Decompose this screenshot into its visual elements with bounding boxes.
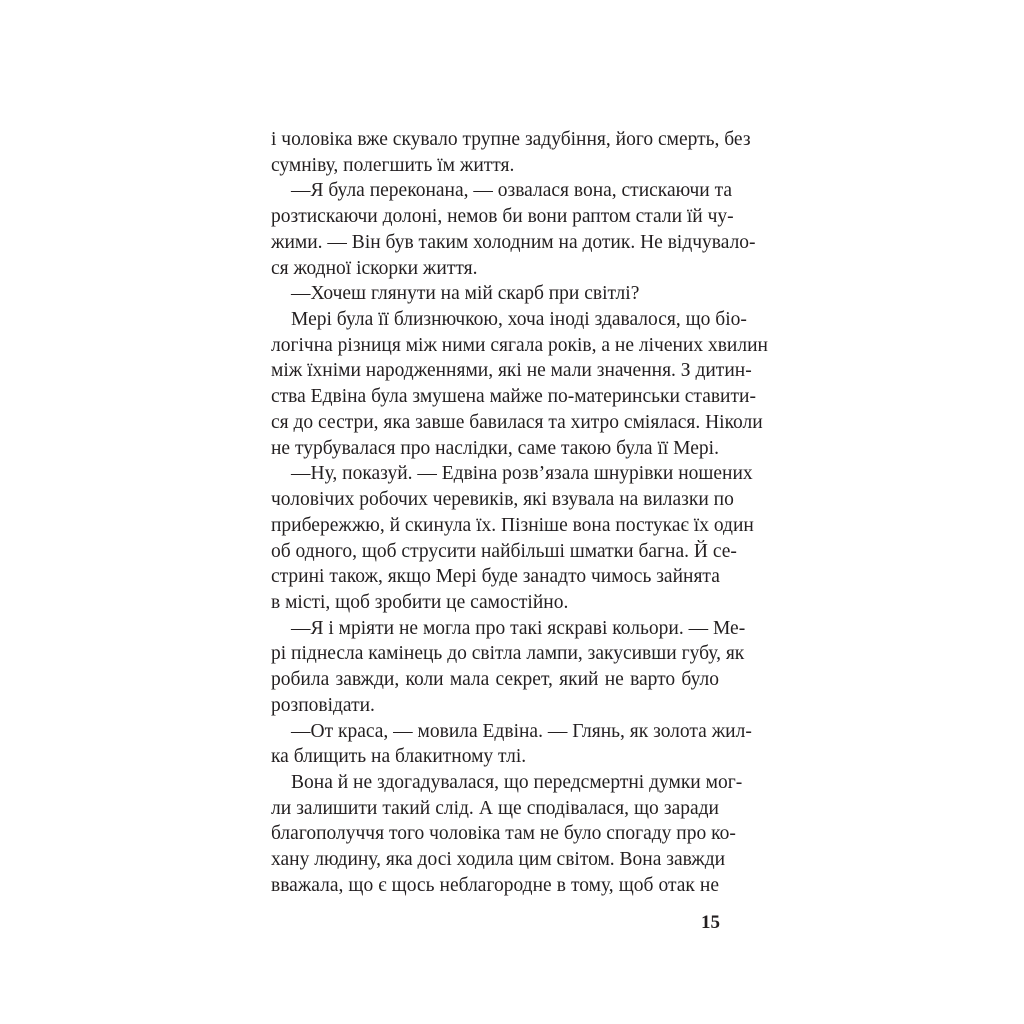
text-line: об одного, щоб струсити найбільші шматки багна. Й се- xyxy=(271,540,737,562)
text-line: —Я була переконана, — озвалася вона, стискаючи та xyxy=(291,180,732,202)
text-line: —Я і мріяти не могла про такі яскраві кольори. — Ме- xyxy=(291,617,746,639)
text-line: розповідати. xyxy=(271,694,375,716)
text-line: ся жодної іскорки життя. xyxy=(271,257,478,279)
text-line: розтискаючи долоні, немов би вони раптом стали їй чу- xyxy=(271,206,734,228)
text-line: не турбувалася про наслідки, саме такою була її Мері. xyxy=(271,437,719,459)
text-line: ся до сестри, яка завше бавилася та хитро сміялася. Ніколи xyxy=(271,411,763,433)
text-line: ли залишити такий слід. А ще сподівалася, що заради xyxy=(271,797,719,819)
body-text xyxy=(271,127,768,899)
text-line: логічна різниця між ними сягала років, а не лічених хвилин xyxy=(271,334,768,356)
text-line: ка блищить на блакитному тлі. xyxy=(271,746,527,768)
text-line: —От краса, — мовила Едвіна. — Глянь, як золота жил- xyxy=(291,720,752,742)
page-number: 15 xyxy=(701,912,720,933)
text-line: благополуччя того чоловіка там не було спогаду про ко- xyxy=(271,823,736,845)
text-line: між їхніми народженнями, які не мали значення. З дитин- xyxy=(271,360,752,382)
text-line: сумніву, полегшить їм життя. xyxy=(271,154,515,176)
text-line: робила завжди, коли мала секрет, який не варто було xyxy=(271,669,719,691)
text-line: чоловічих робочих черевиків, які взувала на вилазки по xyxy=(271,489,734,511)
text-line: хану людину, яка досі ходила цим світом. Вона завжди xyxy=(271,849,726,871)
text-line: в місті, щоб зробити це самостійно. xyxy=(271,591,569,613)
text-line: —Ну, показуй. — Едвіна розв’язала шнурівки ношених xyxy=(291,463,753,485)
text-line: вважала, що є щось неблагородне в тому, щоб отак не xyxy=(271,874,719,896)
text-line: рі піднесла камінець до світла лампи, закусивши губу, як xyxy=(271,643,745,665)
text-line: стрині також, якщо Мері буде занадто чимось зайнята xyxy=(271,566,720,588)
text-line: ства Едвіна була змушена майже по-материнськи ставити- xyxy=(271,386,756,408)
text-line: прибережжю, й скинула їх. Пізніше вона постукає їх один xyxy=(271,514,754,536)
text-line: жими. — Він був таким холодним на дотик. Не відчувало- xyxy=(271,231,756,253)
text-line: і чоловіка вже скувало трупне задубіння, його смерть, без xyxy=(271,129,751,150)
text-line: Мері була її близнючкою, хоча іноді здавалося, що біо- xyxy=(291,309,747,331)
text-line: —Хочеш глянути на мій скарб при світлі? xyxy=(291,283,640,305)
text-line: Вона й не здогадувалася, що передсмертні думки мог- xyxy=(291,771,743,793)
